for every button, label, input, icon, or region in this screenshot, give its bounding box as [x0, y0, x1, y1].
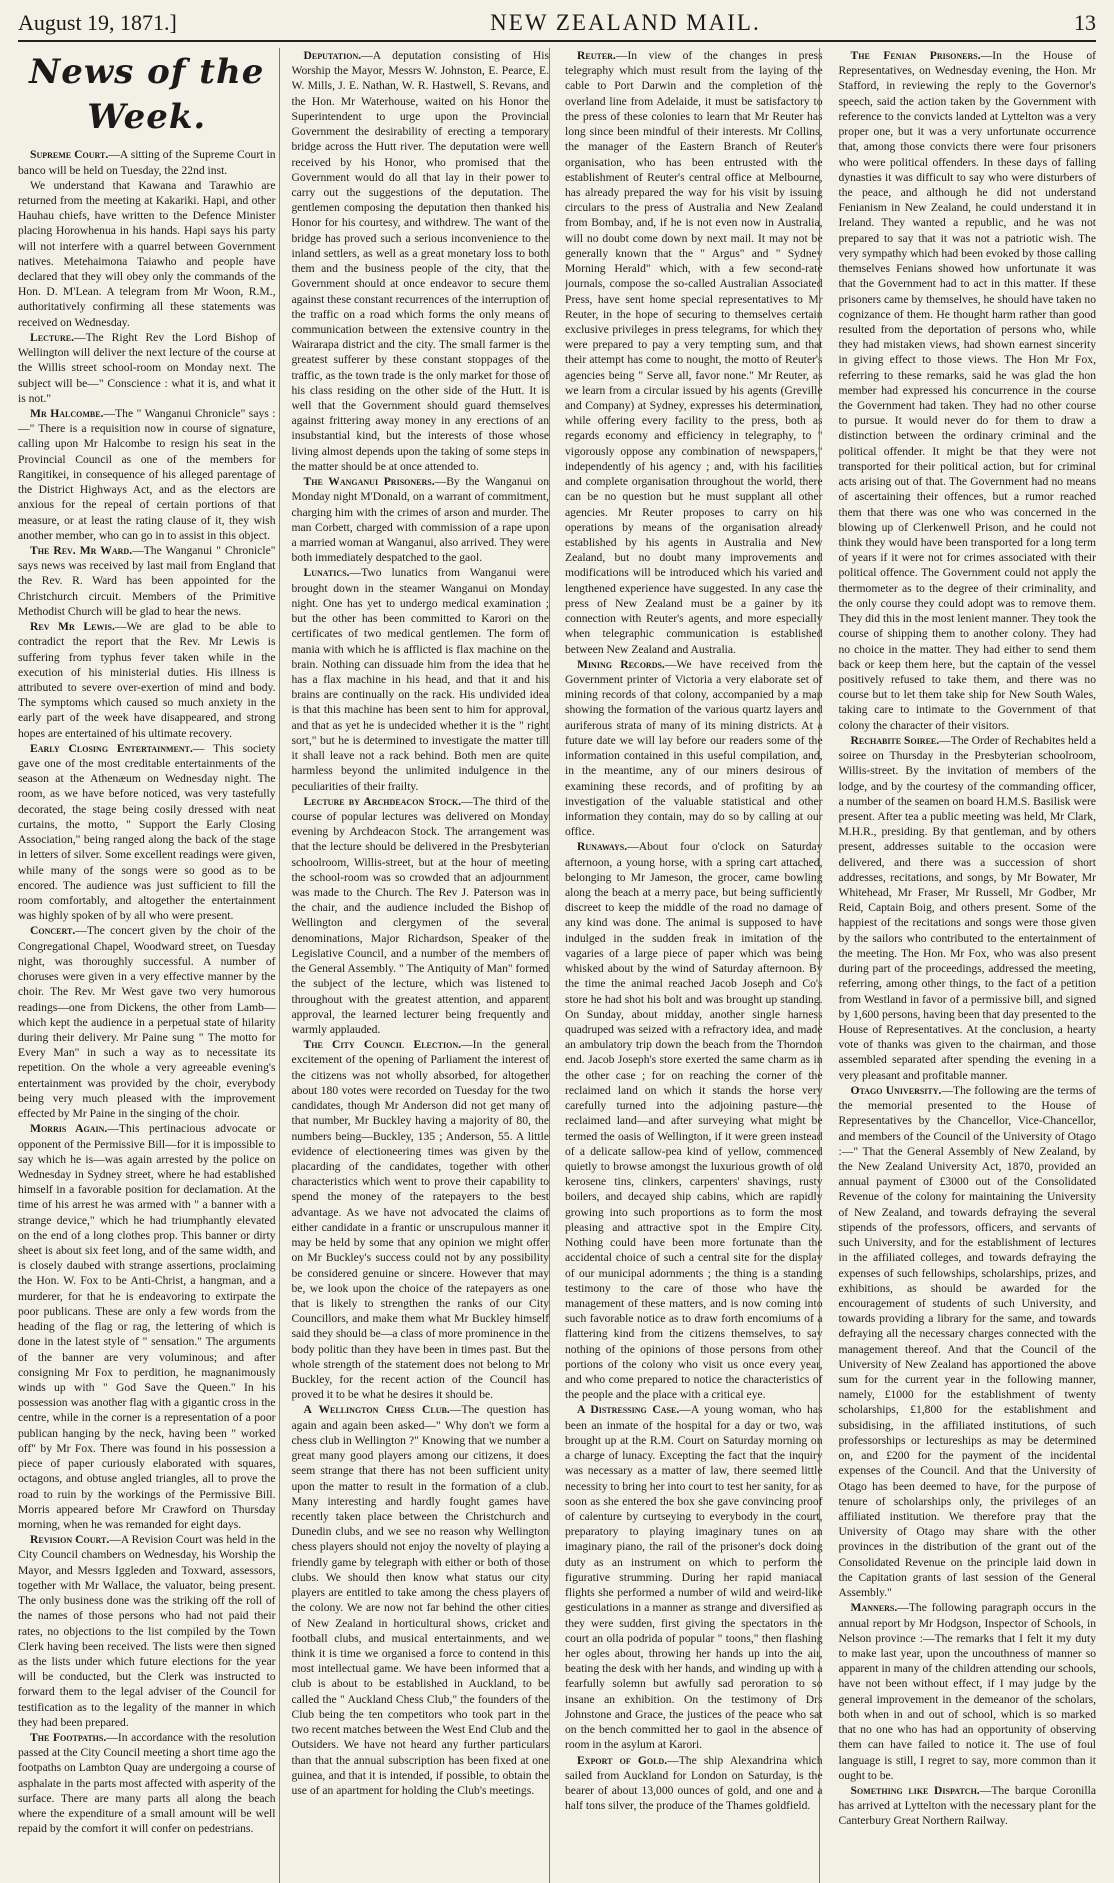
news-item — [839, 48, 1097, 733]
item-body: We understand that Kawana and Tarawhio are returned from the meeting at Kakariki. Hapi, and other Hauhau chiefs, have written to the Defence Minister placing Horowhenua in his hands. Hapi says his party will not interfere with a quarrel between Government natives. Metehaimona Taiawho and people have declared that they will obey only the commands of the Hon. D. M'Lean. A telegram from Mr Woon, R.M., authoritatively confirming all these statements was received on Wednesday. — [18, 178, 276, 329]
item-heading: The Fenian Prisoners. — [850, 49, 981, 62]
header-rule — [18, 40, 1096, 42]
item-body: —The Order of Rechabites held a soiree on Thursday in the Presbyterian schoolroom, Willis-street. By the invitation of members of the lodge, and by the courtesy of the commanding officer, a number of the seamen on board H.M.S. Basilisk were present. After tea a public meeting was held, Mr Clark, M.H.R., presiding. By that gentleman, and by others present, addresses suitable to the occasion were delivered, and there was a succession of short addresses, recitations, and songs, by Mr Bowater, Mr Whitehead, Mr Fraser, Mr Russell, Mr Godber, Mr Reid, Captain Boig, and others present. Some of the happiest of the recitations and songs were those given by the sailors who contributed to the entertainment of the meeting. The Hon. Mr Fox, who was also present during part of the proceedings, addressed the meeting, referring, among other things, to the fact of a petition from Westland in favor of a permissive bill, and signed by 1,600 persons, having been that day presented to the House of Representatives. At the conclusion, a hearty vote of thanks was given to the chairman, and those assembled separated after spending the evening in a very pleasant and profitable manner. — [838, 733, 1096, 1082]
news-item — [18, 1532, 276, 1730]
news-item — [292, 565, 550, 793]
item-heading: Rev Mr Lewis. — [30, 620, 115, 634]
item-heading: The Wanganui Prisoners. — [303, 475, 435, 489]
news-item — [18, 1730, 276, 1837]
item-body: —The question has again and again been asked—" Why don't we form a chess club in Wellington ?" Knowing that we number a great many good players among our citizens, it does seem strange that there has not been sufficient unity upon the matter to result in the formation of a club. Many interesting and hardly fought games have recently taken place between the Christchurch and Dunedin clubs, and we see no reason why Wellington chess players should not enjoy the novelty of playing a friendly game by telegraph with either or both of those clubs. We should then know what status our city players are entitled to take among the chess players of the colony. We are now not far behind the other cities of New Zealand in horticultural shows, cricket and football clubs, and musical entertainments, and we think it is time we organised a force to contend in this most intellectual game. We have been informed that a club is about to be established in Auckland, to be called the " Auckland Chess Club," the founders of the Club being the ten competitors who took part in the two recent matches between the West End Club and the Outsiders. We have not heard any further particulars than that the annual subscription has been fixed at one guinea, and that it is intended, if possible, to obtain the use of an apartment for holding the Club's meetings. — [291, 1403, 549, 1797]
news-item — [839, 1083, 1097, 1600]
item-heading: Morris Again. — [30, 1122, 108, 1136]
item-heading: Revision Court. — [30, 1533, 110, 1547]
item-body: —The ship Alexandrina which sailed from Auckland for London on Saturday, is the bearer of about 13,000 ounces of gold, and one and a half tons silver, the produce of the Thames goldfield. — [565, 1753, 823, 1813]
item-heading: Something like Dispatch. — [850, 1783, 980, 1797]
item-heading: Deputation. — [303, 49, 362, 62]
item-body: —A deputation consisting of His Worship the Mayor, Messrs W. Johnston, E. Pearce, E. W. Mills, J. E. Nathan, W. R. Hastwell, S. Revans, and the Hon. Mr Waterhouse, waited on his Honor the Superintendent to urge upon the Provincial Government the desirability of erecting a temporary bridge across the Hutt river. The deputation were well received by his Honor, who promised that the Government would do all that lay in their power to carry out the suggestions of the deputation. The gentlemen composing the deputation then thanked his Honor for his courtesy, and withdrew. The want of the bridge has proved such a serious inconvenience to the inland settlers, as well as a great monetary loss to both them and the business people of the city, that the Government should at once endeavor to secure them against these constant recurrences of the interruption of the traffic on a road which forms the only means of communication between the extensive country in the Wairarapa district and the city. The small farmer is the greatest sufferer by these constant stoppages of the traffic, as the town trade is the only market for those of his class residing on the other side of the Hutt. It is well that the Government should guard themselves against frittering away money in any erections of an insubstantial kind, but the interests of those whose living almost depends upon the taking of some steps in the matter should be at once attended to. — [291, 49, 549, 473]
item-body: —The following paragraph occurs in the annual report by Mr Hodgson, Inspector of Schools, in Nelson province :—The remarks that I felt it my duty to make last year, upon the uncouthness of manner so apparent in many of the children attending our schools, have not been without effect, if I may judge by the general improvement in the demeanor of the scholars, both when in and out of school, which is so marked that no one who has had an opportunity of observing them can have failed to notice it. The use of foul language is still, I regret to say, more common than it ought to be. — [838, 1601, 1096, 1782]
page-header — [18, 6, 1096, 36]
item-body: —The concert given by the choir of the Congregational Chapel, Woodward street, on Tuesday night, was thoroughly successful. A number of choruses were given in a very effective manner by the choir. The Rev. Mr West gave two very humorous readings—one from Dickens, the other from Lamb—which kept the audience in a perpetual state of hilarity during their delivery. Mr Paine sung " The motto for Every Man" in such a way as to necessitate its repetition. On the whole a very agreeable evening's entertainment was provided by the choir, everybody being very much pleased with the improvement effected by Mr Paine in the singing of the choir. — [18, 924, 276, 1121]
column-divider — [549, 48, 550, 1883]
item-heading: Supreme Court. — [30, 148, 109, 162]
item-heading: Mr Halcombe. — [30, 407, 104, 420]
item-heading: Mining Records. — [577, 657, 665, 671]
item-heading: Export of Gold. — [577, 1753, 668, 1767]
news-item — [565, 657, 823, 840]
news-item — [292, 1037, 550, 1402]
item-body: —We are glad to be able to contradict the report that the Rev. Mr Lewis is suffering from typhus fever taken while in the execution of his ministerial duties. His illness is attributed to severe over-exertion of mind and body. The symptoms which caused so much anxiety in the early part of the week have disappeared, and strong hopes are entertained of his ultimate recovery. — [18, 620, 276, 740]
news-item — [18, 543, 276, 619]
item-body: —A sitting of the Supreme Court in banco will be held on Tuesday, the 22nd inst. — [18, 148, 276, 177]
item-body: —In accordance with the resolution passed at the City Council meeting a short time ago the footpaths on Lambton Quay are undergoing a course of asphalate in the parts most affected with asperity of the surface. There are many parts all along the beach where the expenditure of a small amount will be well repaid by the comfort it will confer on pedestrians. — [18, 1731, 276, 1836]
item-body: —A Revision Court was held in the City Council chambers on Wednesday, his Worship the Mayor, and Messrs Iggleden and Toxward, assessors, together with Mr Wallace, the valuator, being present. The only business done was the striking off the roll of the names of those persons who had not paid their rates, no objections to the list compiled by the Town Clerk having been received. The lists were then signed as the lists under which future elections for the year will be conducted, but the Clerk was instructed to forward them to the legal adviser of the Council for testification as to the legality of the manner in which they had been prepared. — [18, 1533, 276, 1729]
article-columns — [18, 48, 1096, 1883]
column-2 — [292, 48, 550, 1883]
section-masthead: News of the Week. — [29, 52, 265, 137]
news-item — [18, 1121, 276, 1532]
column-4 — [839, 48, 1097, 1883]
item-heading: Reuter. — [577, 49, 616, 62]
item-heading: The Footpaths. — [30, 1731, 107, 1745]
item-body: —The following are the terms of the memorial presented to the House of Representatives by the Chancellor, Vice-Chancellor, and members of the Council of the University of Otago :—" That the General Assembly of New Zealand, by the New Zealand University Act, 1870, provided an annual payment of £3000 out of the Consolidated Revenue of the colony for maintaining the University of New Zealand, and towards defraying the several stipends of the professors, officers, and servants of such University, and for the establishment of lectures in the affiliated colleges, and towards defraying the expenses of such fellowships, scholarships, prizes, and exhibitions, as should be awarded for the encouragement of students of such University, and towards providing a library for the same, and towards defraying all the necessary charges connected with the management thereof. And that the Council of the University of New Zealand has apportioned the above sum for the current year in the following manner, namely, £1000 for the establishment of twenty scholarships, £1,800 for the establishment and subsidising, in the affiliated institutions, of such professorships or lectureships as may be determined on, and £200 for the payment of the incidental expenses of the Council. And that the University of Otago has been deemed to have, for the purpose of tenure of scholarships only, the privileges of an affiliated institution. We therefore pray that the University of Otago may share with the other provinces in the distribution of the grant out of the Consolidated Revenue on the principle laid down in the Capitation grants of last session of the General Assembly." — [838, 1083, 1096, 1600]
news-item — [292, 794, 550, 1038]
news-item — [565, 1753, 823, 1814]
item-body: —In the House of Representatives, on Wednesday evening, the Hon. Mr Stafford, in reviewing the reply to the Governor's speech, said the action taken by the Government with reference to the convicts landed at Lyttelton was a very proper one, but it was a very unfortunate occurrence that, among those convicts there were four prisoners who were political offenders. In these days of falling dynasties it was difficult to say who were disturbers of the peace, and although he did not understand Fenianism in New Zealand, he could understand it in Ireland. They wanted a republic, and he was not prepared to say that it was not a patriotic wish. The very sympathy which had been evoked by those calling themselves Fenians showed how unfortunate it was that the Government had to act in this matter. If these prisoners came by themselves, he should have taken no cognizance of them. He thought harm rather than good resulted from the deportation of persons who, while they had mistaken views, had shown earnest sincerity in giving effect to those views. The Hon Mr Fox, referring to these remarks, said he was glad the hon member had expressed his concurrence in the course the Government had taken. They had no other course to pursue. It would never do for them to draw a distinction between the ordinary criminal and the political offender. It might be that they were not transported for their political action, but for criminal acts arising out of that. The Government had no means of ascertaining their offences, but a rumor reached them that there was one who was concerned in the blowing up of Clerkenwell Prison, and he could not think they would have been transported for a long term of years if it were not for crimes associated with their political offence. The Government could not apply the thermometer as to the degree of their criminality, and the only course they could adopt was to remove them. They did this in the most lenient manner. They took the course of shipping them to another colony. They had no choice in the matter. They had either to send them back or keep them here, but the captain of the vessel positively refused to take them, and there was no course but to let them take ship for New South Wales, taking care to intimate to the Government of that colony the character of their visitors. — [838, 49, 1096, 732]
news-item — [18, 147, 276, 177]
item-body: —The third of the course of popular lectures was delivered on Monday evening by Archdeacon Stock. The arrangement was that the lecture should be delivered in the Presbyterian schoolroom, Willis-street, but at the hour of meeting the school-room was so crowded that an adjournment was made to the Church. The Rev J. Paterson was in the chair, and the audience included the Bishop of Wellington and clergymen of the several denominations, Major Richardson, Speaker of the Legislative Council, and a number of the members of the General Assembly. " The Antiquity of Man" formed the subject of the lecture, which was listened to throughout with the greatest attention, and apparent approval, the learned lecturer being frequently and warmly applauded. — [291, 794, 549, 1036]
column-1 — [18, 48, 276, 1883]
item-heading: Early Closing Entertainment. — [30, 741, 193, 755]
item-heading: Lecture by Archdeacon Stock. — [303, 794, 462, 808]
item-heading: Concert. — [30, 924, 76, 938]
item-body: —A young woman, who has been an inmate of the hospital for a day or two, was brought up at the R.M. Court on Saturday morning on a charge of lunacy. Excepting the fact that the inquiry was necessary as a matter of law, there seemed little necessity to bring her into court to test her sanity, for as soon as she entered the box she gave convincing proof of calenture by curtseying to everybody in the court, preparatory to playing imaginary tunes on an imaginary piano, the rail of the prisoner's dock doing duty as an instrument on which to perform the figurative strumming. During her rapid maniacal flights she performed a number of wild and weird-like gesticulations in a manner as strange and diversified as they were sudden, first giving the spectators in the court an olla podrida of popular " toons," then flashing her ogles about, throwing her hands up into the air, beating the desk with her hands, and winding up with a fearfully solemn but awfully sad peroration to so insane an exhibition. On the testimony of Drs Johnstone and Grace, the justices of the peace who sat on the bench committed her to gaol in the absence of room in the asylum at Karori. — [565, 1403, 823, 1752]
item-heading: The Rev. Mr Ward. — [30, 543, 133, 557]
item-body: —The barque Coronilla has arrived at Lyttelton with the necessary plant for the Canterbury Great Northern Railway. — [838, 1783, 1096, 1828]
column-3 — [565, 48, 823, 1883]
item-body: —This pertinacious advocate or opponent of the Permissive Bill—for it is impossible to say which he is—was again arrested by the police on Wednesday in Sydney street, where he had established himself in a favorable position for declamation. At the time of his arrest he was armed with " a banner with a strange device," which he had triumphantly elevated on the end of a long clothes prop. This banner or dirty sheet is about six feet long, and of the same width, and is closely daubed with strange assertions, proclaiming the Hon. W. Fox to be Anti-Christ, a hangman, and a murderer, for that he is endeavoring to extirpate the poor publicans. These are only a few words from the heading of the flag or rag, the lettering of which is done in the latest style of " sensation." The arguments of the banner are very voluminous; and after consigning Mr Fox to perdition, he magnanimously winds up with " God Save the Queen." In his possession was another flag with a gigantic cross in the centre, while in the corner is a representation of a poor publican hanging by the neck, having been " worked off" by Mr Fox. There was found in his possession a piece of paper curiously elaborated with squares, octagons, and obtuse angled triangles, all to prove the road to ruin by the workings of the Permissive Bill. Morris appeared before Mr Crawford on Thursday morning, when he was remanded for eight days. — [18, 1122, 276, 1531]
news-item — [18, 741, 276, 924]
news-item — [292, 1402, 550, 1798]
news-item — [18, 923, 276, 1121]
item-heading: Lecture. — [30, 330, 74, 344]
news-item — [18, 406, 276, 543]
item-body: —The " Wanganui Chronicle" says :—" There is a requisition now in course of signature, calling upon Mr Halcombe to resign his seat in the Provincial Council as one of the members for Rangitikei, in consequence of his alleged parentage of the District Highways Act, and as the electors are anxious for the repeal of certain portions of that measure, or at least the rating clause of it, they wish another member, who can go in to assist in this object. — [18, 407, 276, 542]
item-heading: Otago University. — [850, 1083, 942, 1097]
column-divider — [279, 48, 280, 1883]
news-item — [565, 48, 823, 657]
column-divider — [819, 48, 820, 1883]
item-body: —The Wanganui " Chronicle" says news was received by last mail from England that the Rev. R. Ward has been appointed for the Christchurch circuit. Members of the Primitive Methodist Church will be glad to hear the news. — [18, 543, 276, 618]
newspaper-title: NEW ZEALAND MAIL. — [490, 10, 761, 35]
news-item — [18, 619, 276, 741]
item-heading: A Wellington Chess Club. — [303, 1403, 450, 1417]
news-item — [18, 330, 276, 406]
news-item — [292, 474, 550, 565]
item-heading: Manners. — [850, 1601, 898, 1615]
item-heading: A Distressing Case. — [577, 1403, 680, 1417]
item-body: — This society gave one of the most creditable entertainments of the season at the Athenæum on Wednesday night. The room, as we have before noticed, was very tastefully decorated, the stage being cosily dressed with neat curtains, the motto, " Support the Early Closing Association," being ranged along the back of the stage in letters of silver. Some excellent readings were given, while many of the songs were so good as to be encored. The audience was just sufficient to fill the room comfortably, and altogether the entertainment was highly spoken of by all who were present. — [18, 741, 276, 923]
item-heading: The City Council Election. — [303, 1038, 461, 1052]
item-body: —We have received from the Government printer of Victoria a very elaborate set of mining records of that colony, accompanied by a map showing the formation of the various quartz layers and auriferous strata of many of its mining districts. At a future date we will lay before our readers some of the information contained in this useful compilation, and, in the meantime, any of our miners desirous of examining these records, and of profiting by an investigation of the valuable statistical and other information they contain, may do so by calling at our office. — [565, 657, 823, 839]
item-body: —In the general excitement of the opening of Parliament the interest of the citizens was not wholly absorbed, for altogether about 180 votes were recorded on Tuesday for the two candidates, though Mr Anderson did not get many of that number, Mr Buckley having a majority of 80, the numbers being—Buckley, 135 ; Anderson, 55. A little evidence of electioneering times was given by the placarding of the candidates, together with other characteristics which went to prove their capability to spend the money of the ratepayers to the best advantage. As we have not advocated the claims of either candidate in a frantic or unscrupulous manner it may be held by some that any opinion we might offer on Mr Buckley's success could not by any possibility be considered genuine or sincere. However that may be, we look upon the choice of the ratepayers as one that is likely to strengthen the ranks of our City Councillors, and make them what Mr Buckley himself said they should be—a class of more prominence in the body politic than they have been in times past. But the whole strength of the statement does not belong to Mr Buckley, for the recent action of the Council has proved it to be what he desires it should be. — [291, 1038, 549, 1402]
news-item — [18, 178, 276, 330]
news-item — [565, 839, 823, 1402]
news-item — [292, 48, 550, 474]
item-body: —By the Wanganui on Monday night M'Donald, on a warrant of commitment, charging him with the crimes of arson and murder. The man Corbett, charged with commission of a rape upon a married woman at Wanganui, also arrived. They were both immediately despatched to the gaol. — [291, 475, 549, 565]
item-body: —About four o'clock on Saturday afternoon, a young horse, with a spring cart attached, belonging to Mr Jameson, the grocer, came bowling along the beach at a merry pace, but being sufficiently discreet to keep the middle of the road no damage of any kind was done. The animal is supposed to have indulged in the sudden freak in imitation of the vagaries of a large piece of paper which was being whisked about by the wind of Saturday afternoon. By the time the animal reached Jacob Joseph and Co's store he had shot his bolt and was brought up standing. On Sunday, about midday, another single harness quadruped was seized with a refractory idea, and made an ambulatory trip down the beach from the Thorndon end. Jacob Joseph's store exerted the same charm as in the other case ; for on reaching the corner of the reclaimed land on which it stands the horse very carefully turned into the adjoining pasture—the reclaimed land—and after surveying what might be termed the oasis of Wellington, if it were green instead of a delicate sallow-pea kind of yellow, commenced quietly to browse amongst the luxurious growth of old kerosene tins, clinkers, carpenters' shavings, rusty boilers, and decayed ship cabins, which are rapidly growing into such proportions as to form the most pleasing and attractive spot in the Empire City. Nothing could have been more fortunate than the accidental choice of such a central site for the display of our municipal adornments ; the thing is a standing testimony to the care of those who have the management of these matters, and is now coming into such favorable notice as to draw forth encomiums of a flattering kind from the citizens themselves, to say nothing of the opinions of those persons from other portions of the colony who visit us once every year, and who come prepared to notice the characteristics of the people and the place with a critical eye. — [565, 840, 823, 1402]
item-heading: Rechabite Soiree. — [850, 733, 940, 747]
item-body: —In view of the changes in press telegraphy which must result from the laying of the cable to Port Darwin and the completion of the overland line from Adelaide, it must be satisfactory to the press of these colonies to learn that Mr Reuter has long since been mindful of their interests. Mr Collins, the manager of the Eastern Branch of Reuter's organisation, who has been entrusted with the establishment of Reuter's central office at Melbourne, has already prepared the way for his visit by issuing circulars to the press of Australia and New Zealand from Bombay, and, if he is not even now in Australia, will no doubt come down by next mail. It may not be generally known that the " Argus" and " Sydney Morning Herald" which, with a few second-rate journals, compose the so-called Australian Associated Press, have sent home special representatives to Mr Reuter, in the hope of securing to themselves certain exclusive privileges in press telegrams, for which they were prepared to pay a very tempting sum, and that their attempt has come to nought, the motto of Reuter's agencies being " Serve all, favor none." Mr Reuter, as we learn from a circular issued by his agents (Greville and Company) at Sydney, expresses his determination, while offering every facility to the press, both as regards economy and efficiency in telegraphy, to " vigorously oppose any combination of newspapers," independently of his agency ; and, with his facilities and complete organisation throughout the world, there can be no question but he must supplant all other agencies. Mr Reuter proposes to carry on his operations by means of the organisation already established by his agents in Australia and New Zealand, but no doubt many improvements and modifications will be introduced which his varied and lengthened experience have suggested. In any case the press of New Zealand must be a gainer by its connection with Reuter's agents, and more especially when telegraphic communication is established between New Zealand and Australia. — [565, 49, 823, 656]
news-item — [839, 733, 1097, 1083]
issue-date: August 19, 1871.] — [18, 10, 177, 35]
page-number: 13 — [1073, 10, 1096, 35]
news-item — [839, 1600, 1097, 1783]
item-body: —The Right Rev the Lord Bishop of Wellington will deliver the next lecture of the course at the Willis street school-room on Monday next. The subject will be—" Conscience : what it is, and what it is not." — [18, 330, 276, 405]
news-item — [839, 1783, 1097, 1829]
item-body: —Two lunatics from Wanganui were brought down in the steamer Wanganui on Monday night. One has yet to undergo medical examination ; but the other has been committed to Karori on the certificates of two medical gentlemen. The form of mania with which he is afflicted is flax machine on the brain. Nothing can dissuade him from the idea that he has a flax machine in his head, and that it and his brains are continually on the rack. His undivided idea is that this machine has been sent to him for approval, and that as yet he is undecided whether it is the " right sort," but he is determined to investigate the matter till it shall leave not a rack behind. Both men are quite harmless beyond the unlimited indulgence in the peculiarities of their frailty. — [291, 566, 549, 793]
item-heading: Runaways. — [577, 840, 628, 854]
item-heading: Lunatics. — [303, 566, 350, 580]
news-item — [565, 1402, 823, 1752]
